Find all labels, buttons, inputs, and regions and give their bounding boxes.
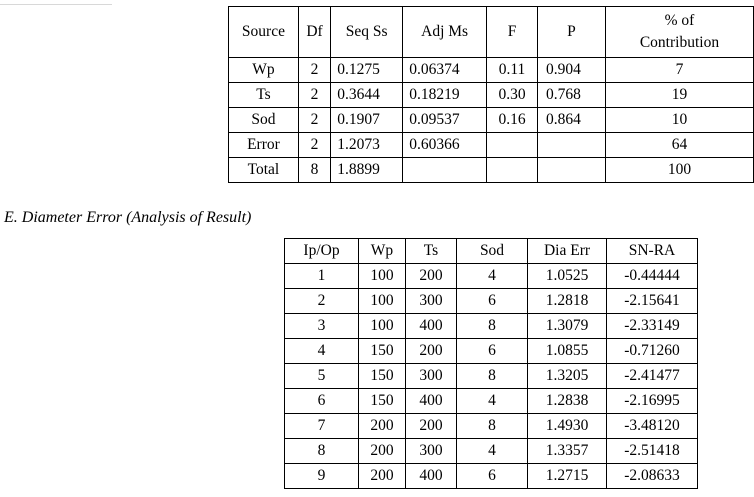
- header-source: Source: [229, 7, 299, 58]
- header-contribution-line1: % of: [664, 11, 695, 29]
- cell-sn-ra: -2.51418: [607, 439, 698, 464]
- anova-row: [229, 108, 754, 133]
- cell-dia-err: 1.0855: [528, 339, 607, 364]
- cell-df: 8: [298, 158, 330, 183]
- cell-source: Ts: [229, 83, 299, 108]
- cell-df: 2: [298, 83, 330, 108]
- cell-ts: 400: [406, 389, 457, 414]
- cell-sod: 8: [457, 414, 528, 439]
- cell-dia-err: 1.4930: [528, 414, 607, 439]
- cell-ts: 300: [406, 289, 457, 314]
- header-ip-op: Ip/Op: [285, 239, 359, 264]
- cell-wp: 150: [359, 339, 406, 364]
- cell-p: [538, 158, 606, 183]
- cell-seq-ss: 1.8899: [331, 158, 403, 183]
- anova-row: [229, 83, 754, 108]
- cell-contribution: 7: [605, 58, 753, 83]
- cell-source: Error: [229, 133, 299, 158]
- cell-adj-ms: 0.06374: [403, 58, 487, 83]
- cell-ts: 400: [406, 314, 457, 339]
- diameter-error-row: [285, 464, 698, 489]
- diameter-error-row: [285, 289, 698, 314]
- cell-sod: 6: [457, 464, 528, 489]
- header-adj-ms: Adj Ms: [403, 7, 487, 58]
- cell-ip-op: 5: [285, 364, 359, 389]
- diameter-error-row: [285, 364, 698, 389]
- cell-f: 0.11: [487, 58, 538, 83]
- anova-table-body: [229, 58, 754, 183]
- cell-seq-ss: 0.1907: [331, 108, 403, 133]
- cell-sod: 6: [457, 289, 528, 314]
- cell-sod: 6: [457, 339, 528, 364]
- diameter-error-table-header: [285, 239, 698, 264]
- cell-adj-ms: 0.09537: [403, 108, 487, 133]
- cell-f: [487, 158, 538, 183]
- diameter-error-table-body: [285, 264, 698, 489]
- anova-header-row: [229, 7, 754, 58]
- header-contribution: [605, 7, 753, 58]
- cell-ip-op: 8: [285, 439, 359, 464]
- cell-ip-op: 4: [285, 339, 359, 364]
- header-sn-ra: SN-RA: [607, 239, 698, 264]
- diameter-error-header-row: [285, 239, 698, 264]
- cell-dia-err: 1.3205: [528, 364, 607, 389]
- header-ts: Ts: [406, 239, 457, 264]
- cell-sod: 4: [457, 389, 528, 414]
- cell-wp: 200: [359, 414, 406, 439]
- cell-sn-ra: -2.41477: [607, 364, 698, 389]
- cell-ts: 300: [406, 439, 457, 464]
- header-dia-err: Dia Err: [528, 239, 607, 264]
- cell-wp: 100: [359, 289, 406, 314]
- cell-ts: 200: [406, 414, 457, 439]
- cell-sod: 4: [457, 264, 528, 289]
- cell-dia-err: 1.2715: [528, 464, 607, 489]
- cell-ip-op: 2: [285, 289, 359, 314]
- diameter-error-row: [285, 414, 698, 439]
- cell-f: 0.16: [487, 108, 538, 133]
- cell-ip-op: 7: [285, 414, 359, 439]
- header-wp: Wp: [359, 239, 406, 264]
- cell-source: Total: [229, 158, 299, 183]
- cell-ts: 300: [406, 364, 457, 389]
- cell-dia-err: 1.2838: [528, 389, 607, 414]
- header-sod: Sod: [457, 239, 528, 264]
- cell-f: 0.30: [487, 83, 538, 108]
- diameter-error-row: [285, 439, 698, 464]
- cell-ip-op: 1: [285, 264, 359, 289]
- cell-ts: 200: [406, 264, 457, 289]
- cell-dia-err: 1.3079: [528, 314, 607, 339]
- diameter-error-row: [285, 264, 698, 289]
- anova-row: [229, 58, 754, 83]
- header-p: P: [538, 7, 606, 58]
- anova-table-header: [229, 7, 754, 58]
- cell-adj-ms: 0.60366: [403, 133, 487, 158]
- cell-df: 2: [298, 108, 330, 133]
- cell-dia-err: 1.0525: [528, 264, 607, 289]
- cell-sod: 8: [457, 314, 528, 339]
- cell-sn-ra: -0.71260: [607, 339, 698, 364]
- cell-df: 2: [298, 133, 330, 158]
- anova-row: [229, 133, 754, 158]
- cell-ip-op: 9: [285, 464, 359, 489]
- cell-p: [538, 133, 606, 158]
- header-f: F: [487, 7, 538, 58]
- diameter-error-row: [285, 389, 698, 414]
- cell-contribution: 64: [605, 133, 753, 158]
- header-df: Df: [298, 7, 330, 58]
- cell-source: Sod: [229, 108, 299, 133]
- diameter-error-table: [284, 238, 698, 489]
- cell-p: 0.904: [538, 58, 606, 83]
- top-divider: [0, 4, 112, 5]
- cell-wp: 150: [359, 389, 406, 414]
- cell-ts: 200: [406, 339, 457, 364]
- cell-source: Wp: [229, 58, 299, 83]
- cell-seq-ss: 0.1275: [331, 58, 403, 83]
- cell-dia-err: 1.3357: [528, 439, 607, 464]
- cell-ts: 400: [406, 464, 457, 489]
- cell-sod: 8: [457, 364, 528, 389]
- cell-p: 0.864: [538, 108, 606, 133]
- cell-wp: 150: [359, 364, 406, 389]
- cell-sn-ra: -0.44444: [607, 264, 698, 289]
- cell-sn-ra: -2.08633: [607, 464, 698, 489]
- cell-ip-op: 6: [285, 389, 359, 414]
- cell-sn-ra: -2.15641: [607, 289, 698, 314]
- cell-contribution: 19: [605, 83, 753, 108]
- section-heading: E. Diameter Error (Analysis of Result): [4, 209, 252, 226]
- diameter-error-row: [285, 339, 698, 364]
- cell-wp: 100: [359, 264, 406, 289]
- cell-contribution: 10: [605, 108, 753, 133]
- cell-f: [487, 133, 538, 158]
- cell-seq-ss: 0.3644: [331, 83, 403, 108]
- cell-wp: 200: [359, 464, 406, 489]
- cell-p: 0.768: [538, 83, 606, 108]
- header-contribution-line2: Contribution: [639, 34, 720, 51]
- cell-sn-ra: -2.16995: [607, 389, 698, 414]
- cell-ip-op: 3: [285, 314, 359, 339]
- cell-dia-err: 1.2818: [528, 289, 607, 314]
- anova-table: [228, 6, 754, 183]
- cell-wp: 200: [359, 439, 406, 464]
- anova-row: [229, 158, 754, 183]
- cell-sod: 4: [457, 439, 528, 464]
- cell-contribution: 100: [605, 158, 753, 183]
- cell-wp: 100: [359, 314, 406, 339]
- cell-df: 2: [298, 58, 330, 83]
- diameter-error-row: [285, 314, 698, 339]
- cell-sn-ra: -2.33149: [607, 314, 698, 339]
- cell-seq-ss: 1.2073: [331, 133, 403, 158]
- cell-adj-ms: 0.18219: [403, 83, 487, 108]
- cell-sn-ra: -3.48120: [607, 414, 698, 439]
- cell-adj-ms: [403, 158, 487, 183]
- header-seq-ss: Seq Ss: [331, 7, 403, 58]
